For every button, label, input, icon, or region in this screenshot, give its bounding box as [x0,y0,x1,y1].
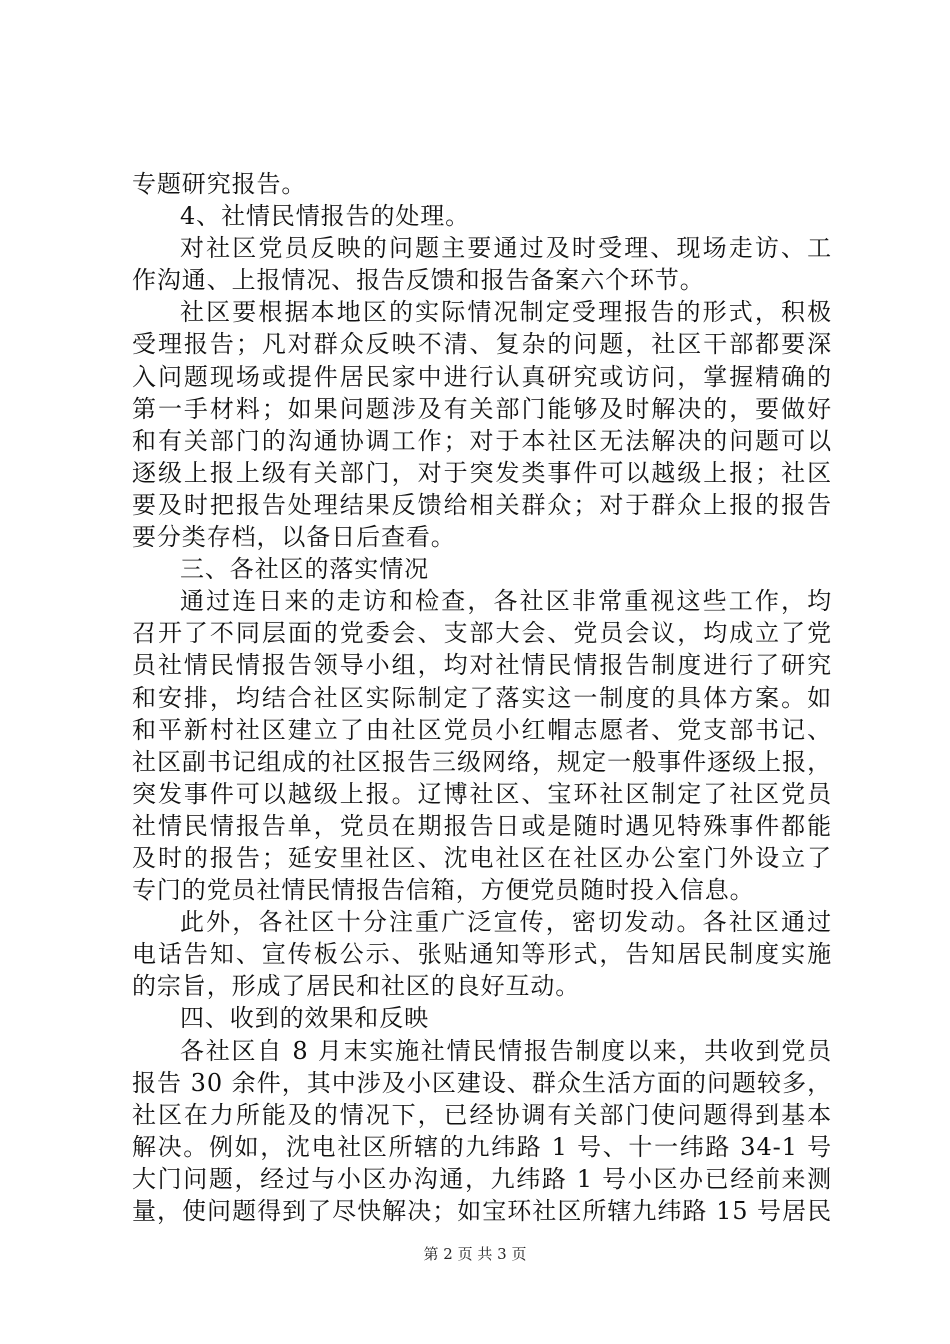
text-line: 要及时把报告处理结果反馈给相关群众；对于群众上报的报告 [132,490,832,519]
text-line: 电话告知、宣传板公示、张贴通知等形式，告知居民制度实施 [132,940,832,969]
text-line: 社区副书记组成的社区报告三级网络，规定一般事件逐级上报， [132,747,832,776]
page-number: 第 2 页 共 3 页 [423,1245,527,1263]
text-line: 第一手材料；如果问题涉及有关部门能够及时解决的，要做好 [132,394,832,423]
text-line: 的宗旨，形成了居民和社区的良好互动。 [132,972,581,1001]
text-line: 受理报告；凡对群众反映不清、复杂的问题，社区干部都要深 [132,330,832,359]
text-line: 各社区自 8 月末实施社情民情报告制度以来，共收到党员 [180,1036,832,1065]
text-line: 入问题现场或提件居民家中进行认真研究或访问，掌握精确的 [132,362,832,391]
text-line: 逐级上报上级有关部门，对于突发类事件可以越级上报；社区 [132,458,832,487]
text-line: 社情民情报告单，党员在期报告日或是随时遇见特殊事件都能 [132,811,832,840]
text-line: 社区要根据本地区的实际情况制定受理报告的形式，积极 [180,298,832,327]
text-line: 对社区党员反映的问题主要通过及时受理、现场走访、工 [180,234,832,263]
text-line: 和有关部门的沟通协调工作；对于本社区无法解决的问题可以 [132,426,832,455]
text-line: 突发事件可以越级上报。辽博社区、宝环社区制定了社区党员 [132,779,832,808]
text-line: 4、社情民情报告的处理。 [180,202,471,231]
text-line: 专门的党员社情民情报告信箱，方便党员随时投入信息。 [132,876,755,905]
text-line: 要分类存档，以备日后查看。 [132,523,456,552]
text-line: 员社情民情报告领导小组，均对社情民情报告制度进行了研究 [132,651,832,680]
text-line: 大门问题，经过与小区办沟通，九纬路 1 号小区办已经前来测 [132,1164,832,1193]
text-line: 解决。例如，沈电社区所辖的九纬路 1 号、十一纬路 34-1 号 [132,1132,832,1161]
text-line: 量，使问题得到了尽快解决；如宝环社区所辖九纬路 15 号居民 [132,1197,832,1225]
text-line: 通过连日来的走访和检查，各社区非常重视这些工作，均 [180,587,832,616]
text-line: 召开了不同层面的党委会、支部大会、党员会议，均成立了党 [132,619,832,648]
text-line: 报告 30 余件，其中涉及小区建设、群众生活方面的问题较多， [132,1068,832,1097]
page-footer [0,1244,950,1264]
text-line: 及时的报告；延安里社区、沈电社区在社区办公室门外设立了 [132,843,832,872]
text-line: 社区在力所能及的情况下，已经协调有关部门使问题得到基本 [132,1100,832,1129]
text-line: 三、各社区的落实情况 [180,555,429,584]
text-line: 专题研究报告。 [132,170,307,198]
document-body [132,168,832,1227]
text-line: 作沟通、上报情况、报告反馈和报告备案六个环节。 [132,266,705,295]
text-line: 和平新村社区建立了由社区党员小红帽志愿者、党支部书记、 [132,715,832,744]
text-line: 四、收到的效果和反映 [180,1004,429,1033]
text-line: 和安排，均结合社区实际制定了落实这一制度的具体方案。如 [132,683,832,712]
text-line: 此外，各社区十分注重广泛宣传，密切发动。各社区通过 [180,908,832,937]
